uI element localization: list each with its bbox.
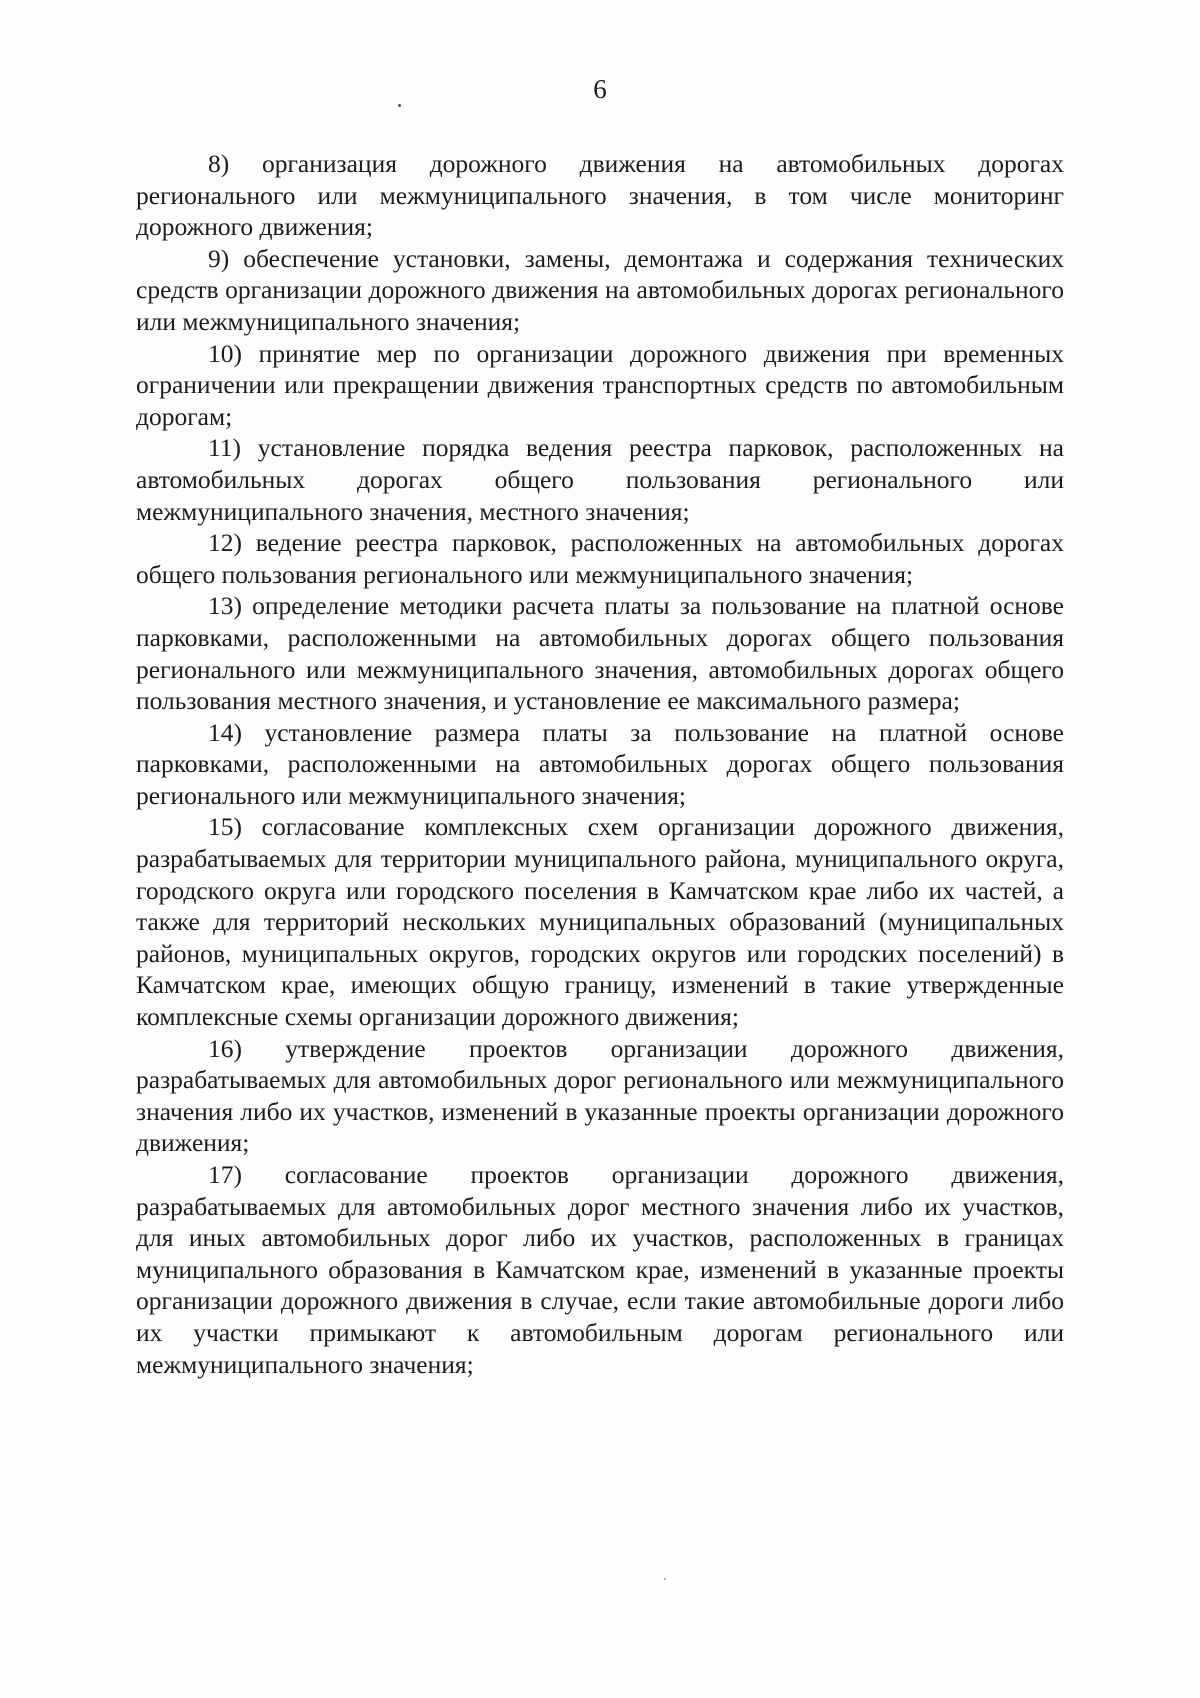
list-item: 11) установление порядка ведения реестра парковок, расположенных на автомобильных дорогах общего пользования регионального или межмуниципального значения, местного значения; (136, 433, 1064, 526)
scan-speck (398, 104, 401, 107)
scan-speck (664, 1578, 666, 1580)
list-item: 17) согласование проектов организации дорожного движения, разрабатываемых для автомобильных дорог местного значения либо их участков, для иных автомобильных дорог либо их участков, расположенных в границах муниципального образования в Камчатском крае, изменений в указанные проекты организации дорожного движения в случае, если такие автомобильные дороги либо их участки примыкают к автомобильным дорогам регионального или межмуниципального значения; (136, 1160, 1064, 1379)
list-item: 14) установление размера платы за пользование на платной основе парковками, расположенными на автомобильных дорогах общего пользования регионального или межмуниципального значения; (136, 717, 1064, 810)
list-item: 8) организация дорожного движения на автомобильных дорогах регионального или межмуниципального значения, в том числе мониторинг дорожного движения; (136, 149, 1064, 242)
list-item: 15) согласование комплексных схем организации дорожного движения, разрабатываемых для территории муниципального района, муниципального округа, городского округа или городского поселения в Камчатском крае либо их частей, а также для территорий нескольких муниципальных образований (муниципальных районов, муниципальных округов, городских округов или городских поселений) в Камчатском крае, имеющих общую границу, изменений в такие утвержденные комплексные схемы организации дорожного движения; (136, 812, 1064, 1032)
list-item: 10) принятие мер по организации дорожного движения при временных ограничении или прекращении движения транспортных средств по автомобильным дорогам; (136, 338, 1064, 431)
document-body (136, 148, 1064, 1380)
list-item: 9) обеспечение установки, замены, демонтажа и содержания технических средств организации дорожного движения на автомобильных дорогах регионального или межмуниципального значения; (136, 243, 1064, 336)
list-item: 12) ведение реестра парковок, расположенных на автомобильных дорогах общего пользования регионального или межмуниципального значения; (136, 528, 1064, 589)
page-number: 6 (593, 74, 607, 104)
list-item: 13) определение методики расчета платы за пользование на платной основе парковками, расположенными на автомобильных дорогах общего пользования регионального или межмуниципального значения, автомобильных дорогах общего пользования местного значения, и установление ее максимального размера; (136, 591, 1064, 716)
list-item: 16) утверждение проектов организации дорожного движения, разрабатываемых для автомобильных дорог регионального или межмуниципального значения либо их участков, изменений в указанные проекты организации дорожного движения; (136, 1033, 1064, 1158)
